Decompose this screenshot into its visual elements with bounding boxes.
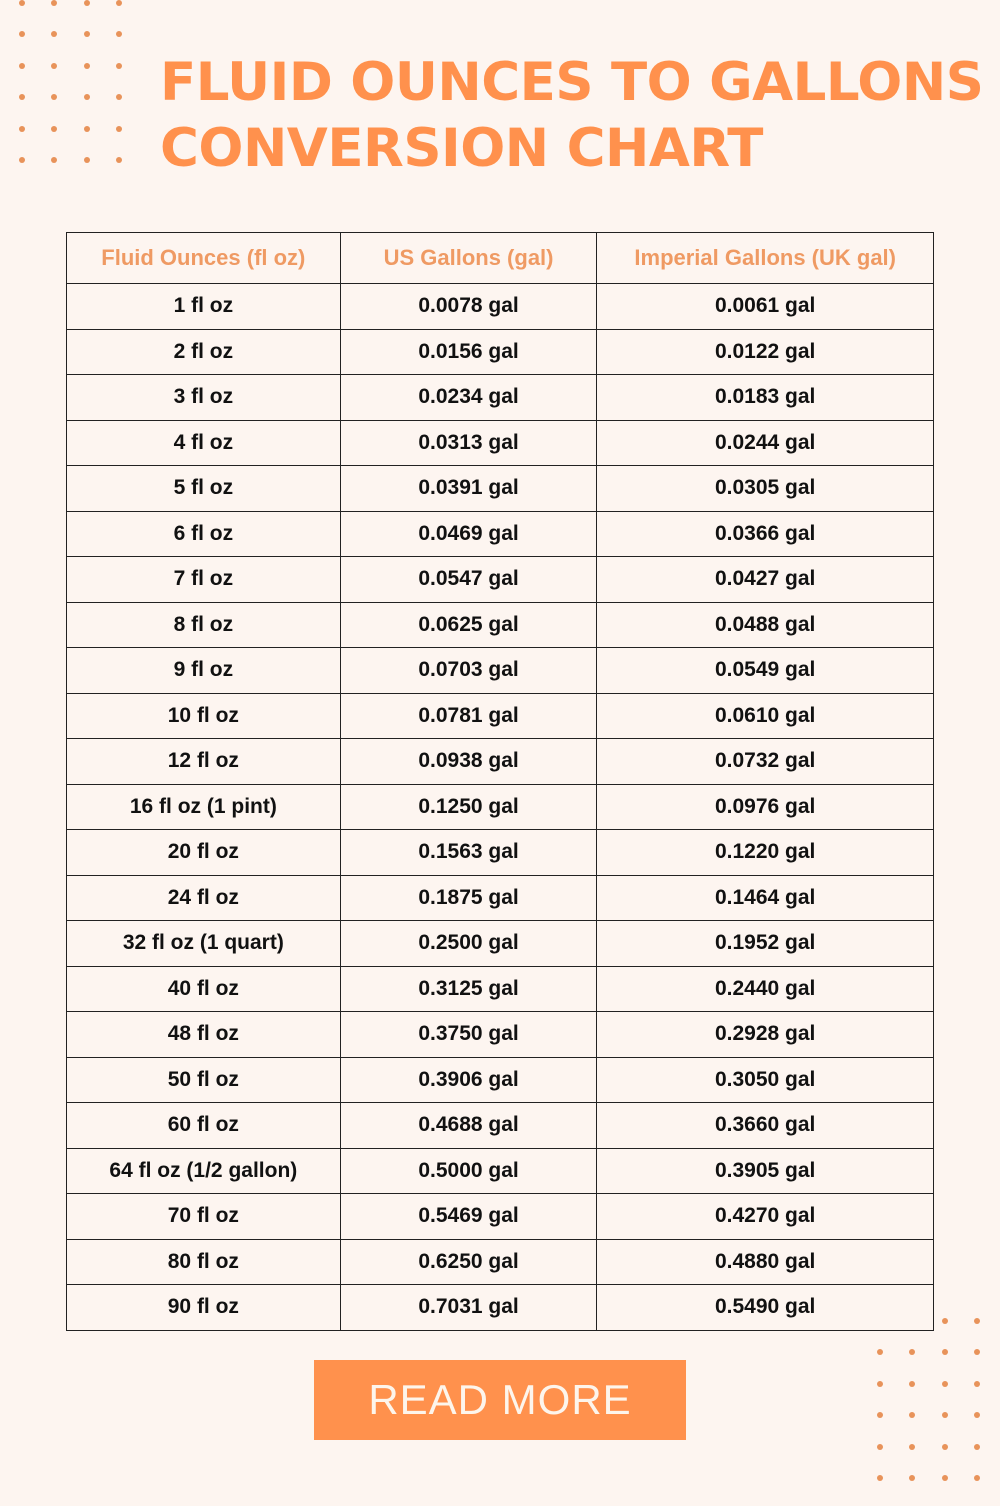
title-line-1: FLUID OUNCES TO GALLONS: [160, 52, 984, 113]
dot-icon: [942, 1412, 948, 1418]
cell-fluid-ounces: 40 fl oz: [67, 966, 341, 1012]
table-row: [67, 1057, 934, 1103]
table-row: [67, 1194, 934, 1240]
table-row: [67, 466, 934, 512]
dot-icon: [19, 94, 25, 100]
table-row: [67, 784, 934, 830]
cell-fluid-ounces: 20 fl oz: [67, 830, 341, 876]
dot-icon: [974, 1444, 980, 1450]
dot-icon: [19, 157, 25, 163]
cell-imperial-gallons: 0.3905 gal: [597, 1148, 934, 1194]
table-row: [67, 1103, 934, 1149]
dot-icon: [19, 0, 25, 6]
dot-icon: [116, 31, 122, 37]
dot-icon: [51, 94, 57, 100]
table-row: [67, 329, 934, 375]
cell-us-gallons: 0.5000 gal: [340, 1148, 597, 1194]
dot-icon: [909, 1475, 915, 1481]
decorative-dot-grid-top-left: [19, 0, 149, 188]
table-row: [67, 511, 934, 557]
conversion-table: [66, 232, 934, 1331]
cell-imperial-gallons: 0.1952 gal: [597, 921, 934, 967]
table-row: [67, 1012, 934, 1058]
cell-fluid-ounces: 3 fl oz: [67, 375, 341, 421]
dot-icon: [84, 0, 90, 6]
table-row: [67, 557, 934, 603]
dot-icon: [877, 1475, 883, 1481]
cell-us-gallons: 0.1250 gal: [340, 784, 597, 830]
cell-us-gallons: 0.0703 gal: [340, 648, 597, 694]
column-header-us-gallons: US Gallons (gal): [340, 233, 597, 284]
page-title: [160, 50, 983, 182]
cell-us-gallons: 0.4688 gal: [340, 1103, 597, 1149]
column-header-fluid-ounces: Fluid Ounces (fl oz): [67, 233, 341, 284]
cell-imperial-gallons: 0.0549 gal: [597, 648, 934, 694]
dot-icon: [942, 1318, 948, 1324]
dot-icon: [51, 157, 57, 163]
dot-icon: [909, 1444, 915, 1450]
cell-us-gallons: 0.0781 gal: [340, 693, 597, 739]
cell-us-gallons: 0.0391 gal: [340, 466, 597, 512]
cell-imperial-gallons: 0.2928 gal: [597, 1012, 934, 1058]
cell-us-gallons: 0.0547 gal: [340, 557, 597, 603]
cell-imperial-gallons: 0.1464 gal: [597, 875, 934, 921]
cell-imperial-gallons: 0.5490 gal: [597, 1285, 934, 1331]
dot-icon: [116, 0, 122, 6]
cell-fluid-ounces: 24 fl oz: [67, 875, 341, 921]
dot-icon: [51, 63, 57, 69]
dot-icon: [51, 126, 57, 132]
table-row: [67, 830, 934, 876]
dot-icon: [974, 1475, 980, 1481]
dot-icon: [51, 31, 57, 37]
read-more-button[interactable]: READ MORE: [314, 1360, 686, 1440]
dot-icon: [84, 63, 90, 69]
cell-fluid-ounces: 16 fl oz (1 pint): [67, 784, 341, 830]
cell-fluid-ounces: 4 fl oz: [67, 420, 341, 466]
table-row: [67, 921, 934, 967]
dot-icon: [19, 31, 25, 37]
dot-icon: [909, 1349, 915, 1355]
cell-imperial-gallons: 0.0976 gal: [597, 784, 934, 830]
cell-fluid-ounces: 10 fl oz: [67, 693, 341, 739]
table-row: [67, 284, 934, 330]
cell-imperial-gallons: 0.4270 gal: [597, 1194, 934, 1240]
table-row: [67, 1148, 934, 1194]
cell-us-gallons: 0.6250 gal: [340, 1239, 597, 1285]
dot-icon: [877, 1349, 883, 1355]
cell-imperial-gallons: 0.4880 gal: [597, 1239, 934, 1285]
cell-fluid-ounces: 5 fl oz: [67, 466, 341, 512]
cell-fluid-ounces: 7 fl oz: [67, 557, 341, 603]
cell-imperial-gallons: 0.0305 gal: [597, 466, 934, 512]
dot-icon: [974, 1349, 980, 1355]
cell-fluid-ounces: 2 fl oz: [67, 329, 341, 375]
dot-icon: [909, 1412, 915, 1418]
dot-icon: [19, 126, 25, 132]
cell-fluid-ounces: 60 fl oz: [67, 1103, 341, 1149]
dot-icon: [116, 94, 122, 100]
table-row: [67, 875, 934, 921]
dot-icon: [84, 126, 90, 132]
dot-icon: [84, 157, 90, 163]
dot-icon: [942, 1381, 948, 1387]
cell-us-gallons: 0.1563 gal: [340, 830, 597, 876]
cell-fluid-ounces: 64 fl oz (1/2 gallon): [67, 1148, 341, 1194]
table-header-row: [67, 233, 934, 284]
column-header-imperial-gallons: Imperial Gallons (UK gal): [597, 233, 934, 284]
cell-imperial-gallons: 0.0244 gal: [597, 420, 934, 466]
dot-icon: [19, 63, 25, 69]
cell-fluid-ounces: 32 fl oz (1 quart): [67, 921, 341, 967]
cell-imperial-gallons: 0.0488 gal: [597, 602, 934, 648]
table-body: [67, 284, 934, 1331]
cell-us-gallons: 0.3906 gal: [340, 1057, 597, 1103]
cell-imperial-gallons: 0.0183 gal: [597, 375, 934, 421]
cell-us-gallons: 0.1875 gal: [340, 875, 597, 921]
dot-icon: [84, 94, 90, 100]
dot-icon: [116, 63, 122, 69]
table-row: [67, 966, 934, 1012]
cell-imperial-gallons: 0.0427 gal: [597, 557, 934, 603]
cell-imperial-gallons: 0.0610 gal: [597, 693, 934, 739]
cell-imperial-gallons: 0.3050 gal: [597, 1057, 934, 1103]
cell-us-gallons: 0.0156 gal: [340, 329, 597, 375]
cell-imperial-gallons: 0.2440 gal: [597, 966, 934, 1012]
cell-us-gallons: 0.0938 gal: [340, 739, 597, 785]
dot-icon: [116, 157, 122, 163]
dot-icon: [974, 1412, 980, 1418]
cell-us-gallons: 0.5469 gal: [340, 1194, 597, 1240]
cell-fluid-ounces: 50 fl oz: [67, 1057, 341, 1103]
dot-icon: [942, 1444, 948, 1450]
dot-icon: [909, 1381, 915, 1387]
table-row: [67, 602, 934, 648]
cell-us-gallons: 0.0313 gal: [340, 420, 597, 466]
cell-fluid-ounces: 80 fl oz: [67, 1239, 341, 1285]
cell-fluid-ounces: 48 fl oz: [67, 1012, 341, 1058]
cell-fluid-ounces: 70 fl oz: [67, 1194, 341, 1240]
table-row: [67, 693, 934, 739]
table-row: [67, 1239, 934, 1285]
cell-imperial-gallons: 0.1220 gal: [597, 830, 934, 876]
cell-fluid-ounces: 9 fl oz: [67, 648, 341, 694]
title-line-2: CONVERSION CHART: [160, 118, 763, 179]
cell-imperial-gallons: 0.0366 gal: [597, 511, 934, 557]
cell-imperial-gallons: 0.0122 gal: [597, 329, 934, 375]
dot-icon: [942, 1475, 948, 1481]
dot-icon: [942, 1349, 948, 1355]
cell-fluid-ounces: 1 fl oz: [67, 284, 341, 330]
table-row: [67, 1285, 934, 1331]
dot-icon: [51, 0, 57, 6]
table-row: [67, 420, 934, 466]
cell-imperial-gallons: 0.0061 gal: [597, 284, 934, 330]
dot-icon: [877, 1412, 883, 1418]
dot-icon: [877, 1381, 883, 1387]
dot-icon: [84, 31, 90, 37]
cell-us-gallons: 0.2500 gal: [340, 921, 597, 967]
dot-icon: [116, 126, 122, 132]
cell-fluid-ounces: 6 fl oz: [67, 511, 341, 557]
cell-us-gallons: 0.7031 gal: [340, 1285, 597, 1331]
cell-us-gallons: 0.0469 gal: [340, 511, 597, 557]
decorative-dot-grid-bottom-right: [877, 1318, 1000, 1506]
cell-fluid-ounces: 12 fl oz: [67, 739, 341, 785]
cell-imperial-gallons: 0.0732 gal: [597, 739, 934, 785]
cell-imperial-gallons: 0.3660 gal: [597, 1103, 934, 1149]
table-row: [67, 739, 934, 785]
dot-icon: [877, 1444, 883, 1450]
dot-icon: [974, 1381, 980, 1387]
cell-fluid-ounces: 8 fl oz: [67, 602, 341, 648]
dot-icon: [974, 1318, 980, 1324]
table-row: [67, 648, 934, 694]
cell-us-gallons: 0.0078 gal: [340, 284, 597, 330]
cell-us-gallons: 0.0625 gal: [340, 602, 597, 648]
table-row: [67, 375, 934, 421]
cell-us-gallons: 0.0234 gal: [340, 375, 597, 421]
cell-fluid-ounces: 90 fl oz: [67, 1285, 341, 1331]
cell-us-gallons: 0.3125 gal: [340, 966, 597, 1012]
cell-us-gallons: 0.3750 gal: [340, 1012, 597, 1058]
